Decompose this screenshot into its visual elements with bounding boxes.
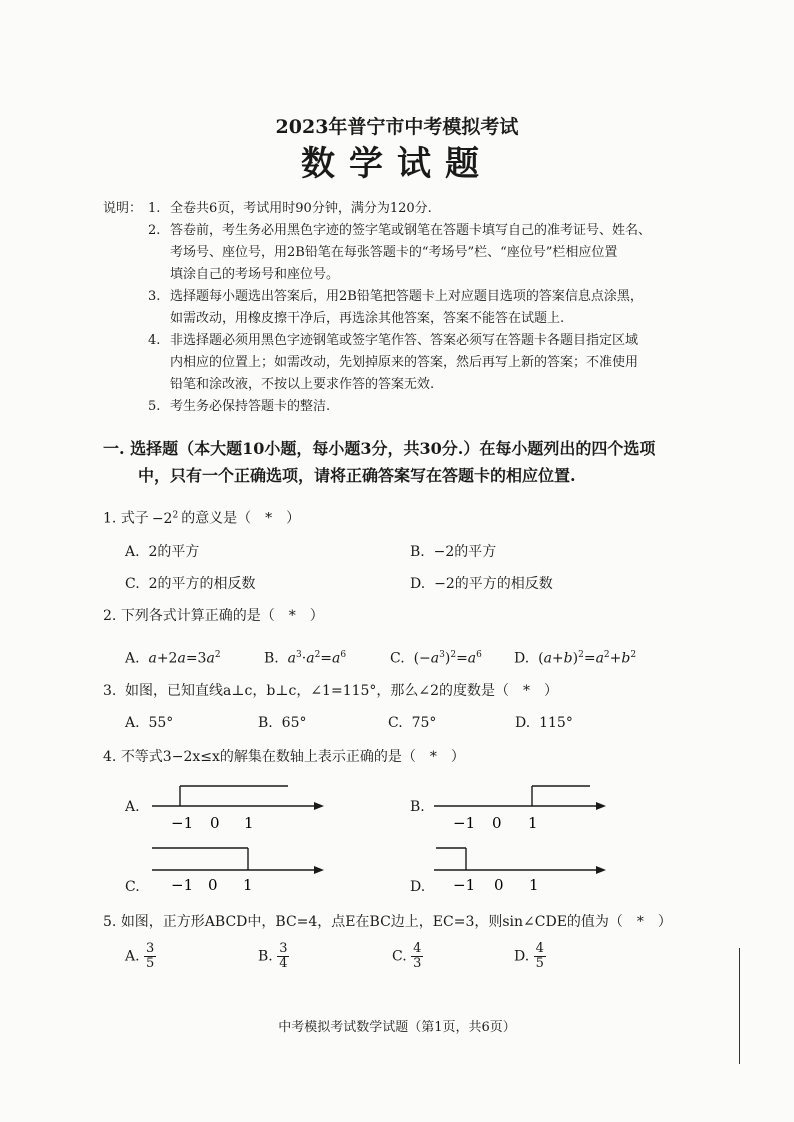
q1-option-d[interactable]: D. −2的平方的相反数: [410, 576, 553, 592]
question-3: 如图，已知直线a⊥c，b⊥c，∠1=115°，那么∠2的度数是（ * ）: [125, 683, 559, 699]
svg-text:−1: −1: [171, 876, 194, 894]
subject-title: 数学试题: [301, 144, 493, 184]
q4-option-a-letter[interactable]: A.: [125, 799, 140, 815]
note-line: 1. 全卷共6页，考试用时90分钟，满分为120分.: [148, 201, 432, 216]
question-5: 5. 如图，正方形ABCD中，BC=4，点E在BC边上，EC=3，则sin∠CDE的值为（ * ）: [103, 914, 672, 930]
notes-label: 说明：: [103, 201, 143, 216]
question-4: 4. 不等式3−2x≤x的解集在数轴上表示正确的是（ * ）: [103, 749, 465, 765]
q1-option-a[interactable]: A. 2的平方: [125, 544, 200, 560]
question-1: 1. 式子 $-2^2$ 的意义是（ * ）: [103, 510, 301, 527]
q4-option-b-letter[interactable]: B.: [410, 799, 425, 815]
q3-option-a[interactable]: A. 55°: [125, 715, 174, 731]
question-3-number: 3.: [103, 683, 117, 699]
section-heading-line1: 一. 选择题（本大题10小题，每小题3分，共30分.）在每小题列出的四个选项: [103, 439, 656, 458]
svg-text:1: 1: [529, 876, 539, 894]
q5-option-a[interactable]: A. $\frac{3}{5}$: [125, 941, 155, 971]
q4-option-d-letter[interactable]: D.: [410, 879, 426, 895]
q3-option-b[interactable]: B. 65°: [258, 715, 307, 731]
note-line: 内相应的位置上；如需改动，先划掉原来的答案，然后再写上新的答案；不准使用: [170, 355, 639, 370]
svg-text:1: 1: [528, 814, 538, 830]
note-line: 5. 考生务必保持答题卡的整洁.: [148, 399, 331, 414]
question-2: 2. 下列各式计算正确的是（ * ）: [103, 608, 324, 624]
svg-text:−1: −1: [453, 814, 476, 830]
q5-option-c[interactable]: C. $\frac{4}{3}$: [392, 941, 422, 971]
svg-text:0: 0: [492, 814, 502, 830]
q2-option-c[interactable]: C. $(-a^3)^2=a^6$: [390, 650, 482, 667]
svg-text:−1: −1: [453, 876, 476, 894]
q1-option-b[interactable]: B. −2的平方: [410, 544, 497, 560]
note-line: 4. 非选择题必须用黑色字迹钢笔或签字笔作答、答案必须写在答题卡各题目指定区域: [148, 333, 639, 348]
svg-text:0: 0: [208, 876, 218, 894]
note-line: 铅笔和涂改液，不按以上要求作答的答案无效.: [170, 377, 435, 392]
q5-option-b[interactable]: B. $\frac{3}{4}$: [258, 941, 288, 971]
q2-option-d[interactable]: D. $(a+b)^2=a^2+b^2$: [514, 650, 637, 667]
page-footer: 中考模拟考试数学试题（第1页，共6页）: [278, 1020, 516, 1035]
svg-text:0: 0: [494, 876, 504, 894]
svg-text:1: 1: [244, 814, 254, 830]
margin-line: [739, 948, 740, 1064]
exam-title: 2023年普宁市中考模拟考试: [275, 116, 519, 138]
notes-list: [148, 198, 708, 418]
note-line: 考场号、座位号，用2B铅笔在每张答题卡的“考场号”栏、“座位号”栏相应位置: [170, 245, 618, 260]
note-line: 填涂自己的考场号和座位号。: [170, 267, 340, 282]
q1-option-c[interactable]: C. 2的平方的相反数: [125, 576, 256, 592]
q3-option-d[interactable]: D. 115°: [515, 715, 573, 731]
svg-text:1: 1: [243, 876, 253, 894]
section-heading-line2: 中，只有一个正确选项，请将正确答案写在答题卡的相应位置.: [138, 466, 576, 485]
note-line: 3. 选择题每小题选出答案后，用2B铅笔把答题卡上对应题目选项的答案信息点涂黑，: [148, 289, 643, 304]
q2-option-b[interactable]: B. $a^3\cdot a^2=a^6$: [264, 650, 347, 667]
q4-option-d-number-line: [430, 842, 610, 894]
svg-text:−1: −1: [171, 814, 194, 830]
q2-option-a[interactable]: A. $a+2a=3a^2$: [125, 650, 221, 667]
q4-option-a-number-line: [148, 780, 328, 830]
q4-option-c-letter[interactable]: C.: [125, 879, 140, 895]
q5-option-d[interactable]: D. $\frac{4}{5}$: [514, 941, 544, 971]
note-line: 2. 答卷前，考生务必用黑色字迹的签字笔或钢笔在答题卡填写自己的准考证号、姓名、: [148, 223, 652, 238]
q4-option-b-number-line: [430, 780, 610, 830]
svg-text:0: 0: [210, 814, 220, 830]
q4-option-c-number-line: [148, 842, 328, 894]
note-line: 如需改动，用橡皮擦干净后，再选涂其他答案，答案不能答在试题上.: [170, 311, 565, 326]
q3-option-c[interactable]: C. 75°: [388, 715, 437, 731]
